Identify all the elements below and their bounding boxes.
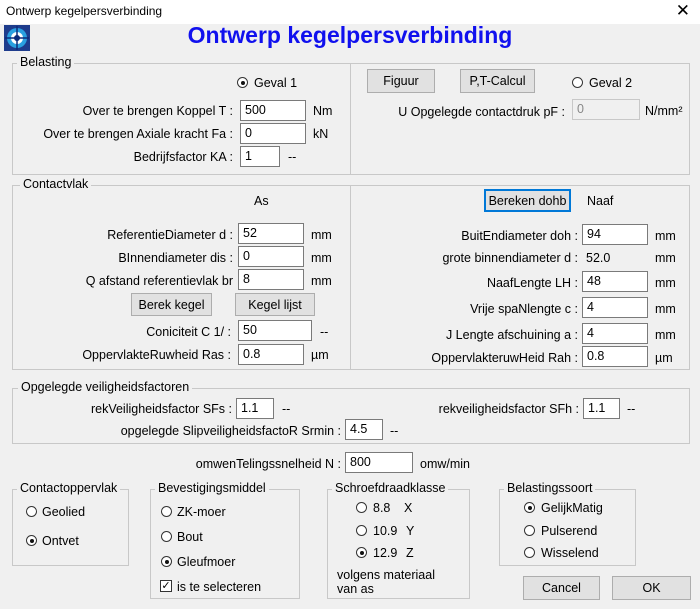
contactdruk-unit: N/mm² [645, 104, 683, 118]
axiale-kracht-input[interactable]: 0 [240, 123, 306, 144]
ontvet-label: Ontvet [42, 534, 79, 548]
vrije-spanlengte-label: Vrije spaNlengte c : [470, 302, 578, 316]
veiligheid-group-label: Opgelegde veiligheidsfactoren [18, 380, 192, 394]
wisselend-radio[interactable] [524, 547, 535, 558]
koppel-label: Over te brengen Koppel T : [82, 104, 233, 118]
referentiediameter-unit: mm [311, 228, 332, 242]
naaf-header: Naaf [587, 194, 614, 208]
kegel-lijst-button[interactable]: Kegel lijst [235, 293, 315, 316]
bout-label: Bout [177, 530, 203, 544]
window-title: Ontwerp kegelpersverbinding [6, 4, 163, 18]
contactvlak-group-label: Contactvlak [20, 177, 91, 191]
grote-binnendiameter-value: 52.0 [586, 251, 611, 265]
gleufmoer-radio[interactable] [161, 556, 172, 567]
naaflengte-input[interactable]: 48 [582, 271, 648, 292]
koppel-unit: Nm [313, 104, 333, 118]
geval1-radio[interactable] [237, 77, 248, 88]
geval1-label: Geval 1 [254, 76, 298, 90]
lengte-afschuining-unit: mm [655, 328, 676, 342]
pulserend-radio[interactable] [524, 525, 535, 536]
ras-unit: µm [311, 348, 329, 362]
geval2-radio[interactable] [572, 77, 583, 88]
te-selecteren-label: is te selecteren [177, 580, 262, 594]
bedrijfsfactor-input[interactable]: 1 [240, 146, 280, 167]
srmin-input[interactable]: 4.5 [345, 419, 383, 440]
contactvlak-divider [350, 186, 351, 369]
grote-binnendiameter-unit: mm [655, 251, 676, 265]
lengte-afschuining-input[interactable]: 4 [582, 323, 648, 344]
ontvet-radio[interactable] [26, 535, 37, 546]
klasse-12-9-radio[interactable] [356, 547, 367, 558]
contactoppervlak-group [12, 489, 129, 566]
gelijkmatig-label: GelijkMatig [541, 501, 603, 515]
berek-kegel-button[interactable]: Berek kegel [131, 293, 212, 316]
contactdruk-label: U Opgelegde contactdruk pF : [398, 105, 565, 119]
belasting-group-label: Belasting [17, 55, 74, 69]
geval2-label: Geval 2 [589, 76, 633, 90]
lengte-afschuining-label: J Lengte afschuining a : [445, 328, 578, 342]
referentiediameter-label: ReferentieDiameter d : [107, 228, 233, 242]
te-selecteren-checkbox[interactable]: ✓ [161, 580, 171, 592]
klasse-10-9-radio[interactable] [356, 525, 367, 536]
naaflengte-label: NaafLengte LH : [486, 276, 578, 290]
geolied-label: Geolied [42, 505, 86, 519]
vrije-spanlengte-input[interactable]: 4 [582, 297, 648, 318]
ok-button[interactable]: OK [612, 576, 691, 600]
afstand-referentievlak-label: Q afstand referentievlak br [85, 274, 233, 288]
sfs-unit: -- [282, 402, 291, 416]
axiale-kracht-unit: kN [313, 127, 329, 141]
vrije-spanlengte-unit: mm [655, 302, 676, 316]
rah-unit: µm [655, 351, 673, 365]
ptcalcul-button[interactable]: P,T-Calcul [460, 69, 535, 93]
sfs-input[interactable]: 1.1 [236, 398, 274, 419]
klasse-8-8-letter: X [404, 501, 413, 515]
klasse-8-8-radio[interactable] [356, 502, 367, 513]
zk-moer-radio[interactable] [161, 506, 172, 517]
sfh-input[interactable]: 1.1 [583, 398, 620, 419]
geolied-radio[interactable] [26, 506, 37, 517]
belastingssoort-group-label: Belastingssoort [504, 481, 595, 495]
srmin-unit: -- [390, 424, 399, 438]
sfh-label: rekveiligheidsfactor SFh : [438, 402, 579, 416]
binnendiameter-unit: mm [311, 251, 332, 265]
omwenteling-unit: omw/min [420, 457, 471, 471]
bereken-dohb-button[interactable]: Bereken dohb [484, 189, 571, 212]
bedrijfsfactor-label: Bedrijfsfactor KA : [133, 150, 233, 164]
coniciteit-input[interactable]: 50 [238, 320, 312, 341]
rah-input[interactable]: 0.8 [582, 346, 648, 367]
buitendiameter-unit: mm [655, 229, 676, 243]
bout-radio[interactable] [161, 531, 172, 542]
axiale-kracht-label: Over te brengen Axiale kracht Fa : [43, 127, 233, 141]
binnendiameter-label: BInnendiameter dis : [118, 251, 233, 265]
wisselend-label: Wisselend [541, 546, 599, 560]
klasse-12-9-letter: Z [406, 546, 414, 560]
binnendiameter-input[interactable]: 0 [238, 246, 304, 267]
close-icon[interactable]: ✕ [675, 1, 690, 20]
sfs-label: rekVeiligheidsfactor SFs : [90, 402, 232, 416]
srmin-label: opgelegde SlipveiligheidsfactoR Srmin : [120, 424, 341, 438]
pulserend-label: Pulserend [541, 524, 598, 538]
sfh-unit: -- [627, 402, 636, 416]
figuur-button[interactable]: Figuur [367, 69, 435, 93]
referentiediameter-input[interactable]: 52 [238, 223, 304, 244]
buitendiameter-label: BuitEndiameter doh : [461, 229, 578, 243]
grote-binnendiameter-label: grote binnendiameter d : [442, 251, 578, 265]
coniciteit-unit: -- [320, 325, 329, 339]
contactdruk-input: 0 [572, 99, 640, 120]
belasting-divider [350, 64, 351, 174]
klasse-10-9-letter: Y [406, 524, 415, 538]
omwenteling-input[interactable]: 800 [345, 452, 413, 473]
gleufmoer-label: Gleufmoer [177, 555, 236, 569]
buitendiameter-input[interactable]: 94 [582, 224, 648, 245]
contactoppervlak-group-label: Contactoppervlak [17, 481, 120, 495]
schroefdraad-note: volgens materiaal van as [337, 568, 435, 596]
as-header: As [254, 194, 269, 208]
bevestigingsmiddel-group-label: Bevestigingsmiddel [155, 481, 269, 495]
afstand-referentievlak-input[interactable]: 8 [238, 269, 304, 290]
naaflengte-unit: mm [655, 276, 676, 290]
bedrijfsfactor-unit: -- [288, 150, 297, 164]
cancel-button[interactable]: Cancel [523, 576, 600, 600]
afstand-referentievlak-unit: mm [311, 274, 332, 288]
page-title: Ontwerp kegelpersverbinding [187, 22, 513, 48]
klasse-12-9-label: 12.9 [373, 546, 398, 560]
gelijkmatig-radio[interactable] [524, 502, 535, 513]
zk-moer-label: ZK-moer [177, 505, 226, 519]
omwenteling-label: omwenTelingssnelheid N : [195, 457, 341, 471]
title-bar [0, 0, 700, 24]
klasse-8-8-label: 8.8 [373, 501, 391, 515]
ras-input[interactable]: 0.8 [238, 344, 304, 365]
ras-label: OppervlakteRuwheid Ras : [82, 348, 231, 362]
koppel-input[interactable]: 500 [240, 100, 306, 121]
schroefdraadklasse-group-label: Schroefdraadklasse [332, 481, 448, 495]
coniciteit-label: Coniciteit C 1/ : [146, 325, 231, 339]
rah-label: OppervlakteruwHeid Rah : [431, 351, 578, 365]
klasse-10-9-label: 10.9 [373, 524, 398, 538]
